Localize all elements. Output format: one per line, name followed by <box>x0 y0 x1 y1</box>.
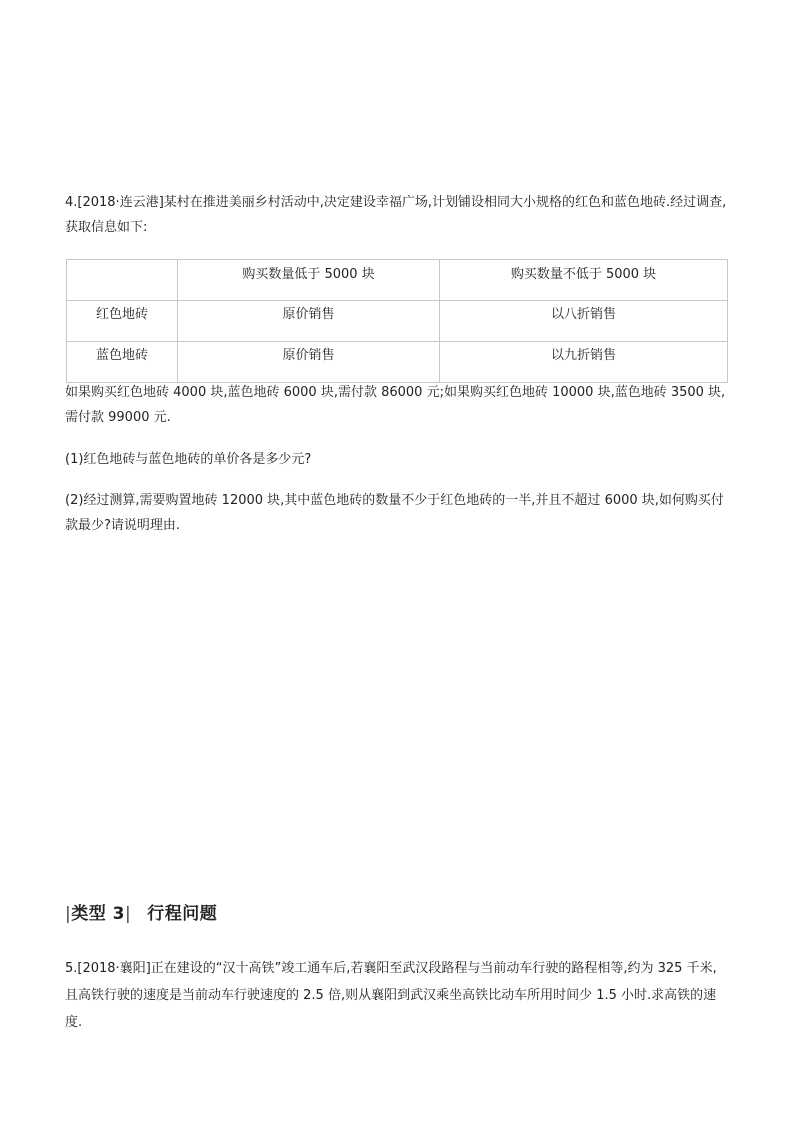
table-cell: 蓝色地砖 <box>67 342 178 383</box>
price-table <box>66 259 728 383</box>
section-bar-left: | <box>65 904 72 924</box>
section-heading <box>65 899 217 924</box>
table-header-cell: 购买数量不低于 5000 块 <box>440 260 728 301</box>
problem-4-conditions: 如果购买红色地砖 4000 块,蓝色地砖 6000 块,需付款 86000 元;如果购买红色地砖 10000 块,蓝色地砖 3500 块,需付款 99000 元. <box>65 385 726 425</box>
problem-5-text: 5.[2018·襄阳]正在建设的“汉十高铁”竣工通车后,若襄阳至武汉段路程与当前动车行驶的路程相等,约为 325 千米,且高铁行驶的速度是当前动车行驶速度的 2.5 倍,则从襄阳到武汉乘坐高铁比动车所用时间少 1.5 小时.求高铁的速度. <box>65 961 717 1030</box>
table-header-cell <box>67 260 178 301</box>
problem-4-question-1: (1)红色地砖与蓝色地砖的单价各是多少元? <box>65 452 312 467</box>
problem-4-intro: 4.[2018·连云港]某村在推进美丽乡村活动中,决定建设幸福广场,计划铺设相同大小规格的红色和蓝色地砖.经过调查,获取信息如下: <box>65 195 727 235</box>
problem-4-question-2: (2)经过测算,需要购置地砖 12000 块,其中蓝色地砖的数量不少于红色地砖的一半,并且不超过 6000 块,如何购买付款最少?请说明理由. <box>65 493 724 533</box>
table-cell: 原价销售 <box>178 342 440 383</box>
table-row <box>67 301 728 342</box>
table-header-cell: 购买数量低于 5000 块 <box>178 260 440 301</box>
table-row <box>67 342 728 383</box>
table-cell: 原价销售 <box>178 301 440 342</box>
table-header-row <box>67 260 728 301</box>
table-cell: 以八折销售 <box>440 301 728 342</box>
section-title: 行程问题 <box>147 904 218 924</box>
table-cell: 红色地砖 <box>67 301 178 342</box>
section-bar-right: | <box>124 904 132 924</box>
section-tag: 类型 3 <box>71 904 125 924</box>
table-cell: 以九折销售 <box>440 342 728 383</box>
